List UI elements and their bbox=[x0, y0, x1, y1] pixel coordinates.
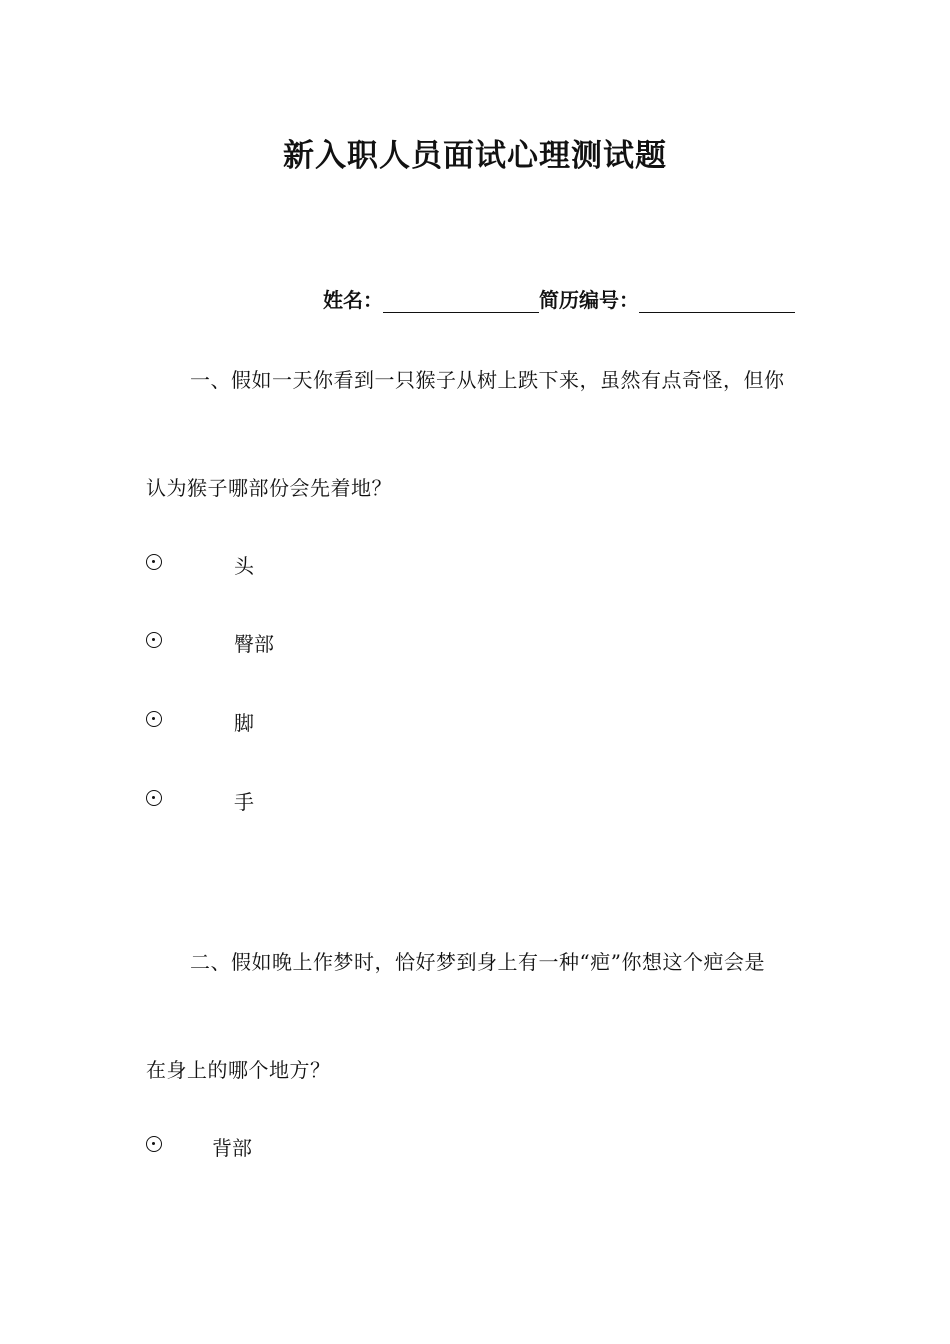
question-2-text-line1: 二、假如晚上作梦时，恰好梦到身上有一种“疤”你想这个疤会是 bbox=[190, 950, 765, 974]
option-label: 头 bbox=[234, 554, 254, 578]
radio-icon[interactable] bbox=[146, 632, 162, 648]
resume-number-label: 简历编号： bbox=[539, 288, 639, 312]
option-label: 脚 bbox=[234, 711, 254, 735]
question-2-text-line2: 在身上的哪个地方？ bbox=[146, 1058, 331, 1082]
radio-icon[interactable] bbox=[146, 711, 162, 727]
radio-icon[interactable] bbox=[146, 554, 162, 570]
option-label: 手 bbox=[234, 790, 254, 814]
name-blank[interactable] bbox=[383, 290, 539, 313]
name-label: 姓名： bbox=[323, 288, 383, 312]
page-title: 新入职人员面试心理测试题 bbox=[283, 138, 667, 174]
info-line bbox=[323, 284, 795, 313]
radio-icon[interactable] bbox=[146, 1136, 162, 1152]
question-1-text-line2: 认为猴子哪部份会先着地？ bbox=[146, 476, 392, 500]
question-1-text-line1: 一、假如一天你看到一只猴子从树上跌下来，虽然有点奇怪，但你 bbox=[190, 368, 785, 392]
radio-icon[interactable] bbox=[146, 790, 162, 806]
option-label: 背部 bbox=[212, 1136, 252, 1160]
resume-number-blank[interactable] bbox=[639, 290, 795, 313]
option-label: 臀部 bbox=[234, 632, 274, 656]
